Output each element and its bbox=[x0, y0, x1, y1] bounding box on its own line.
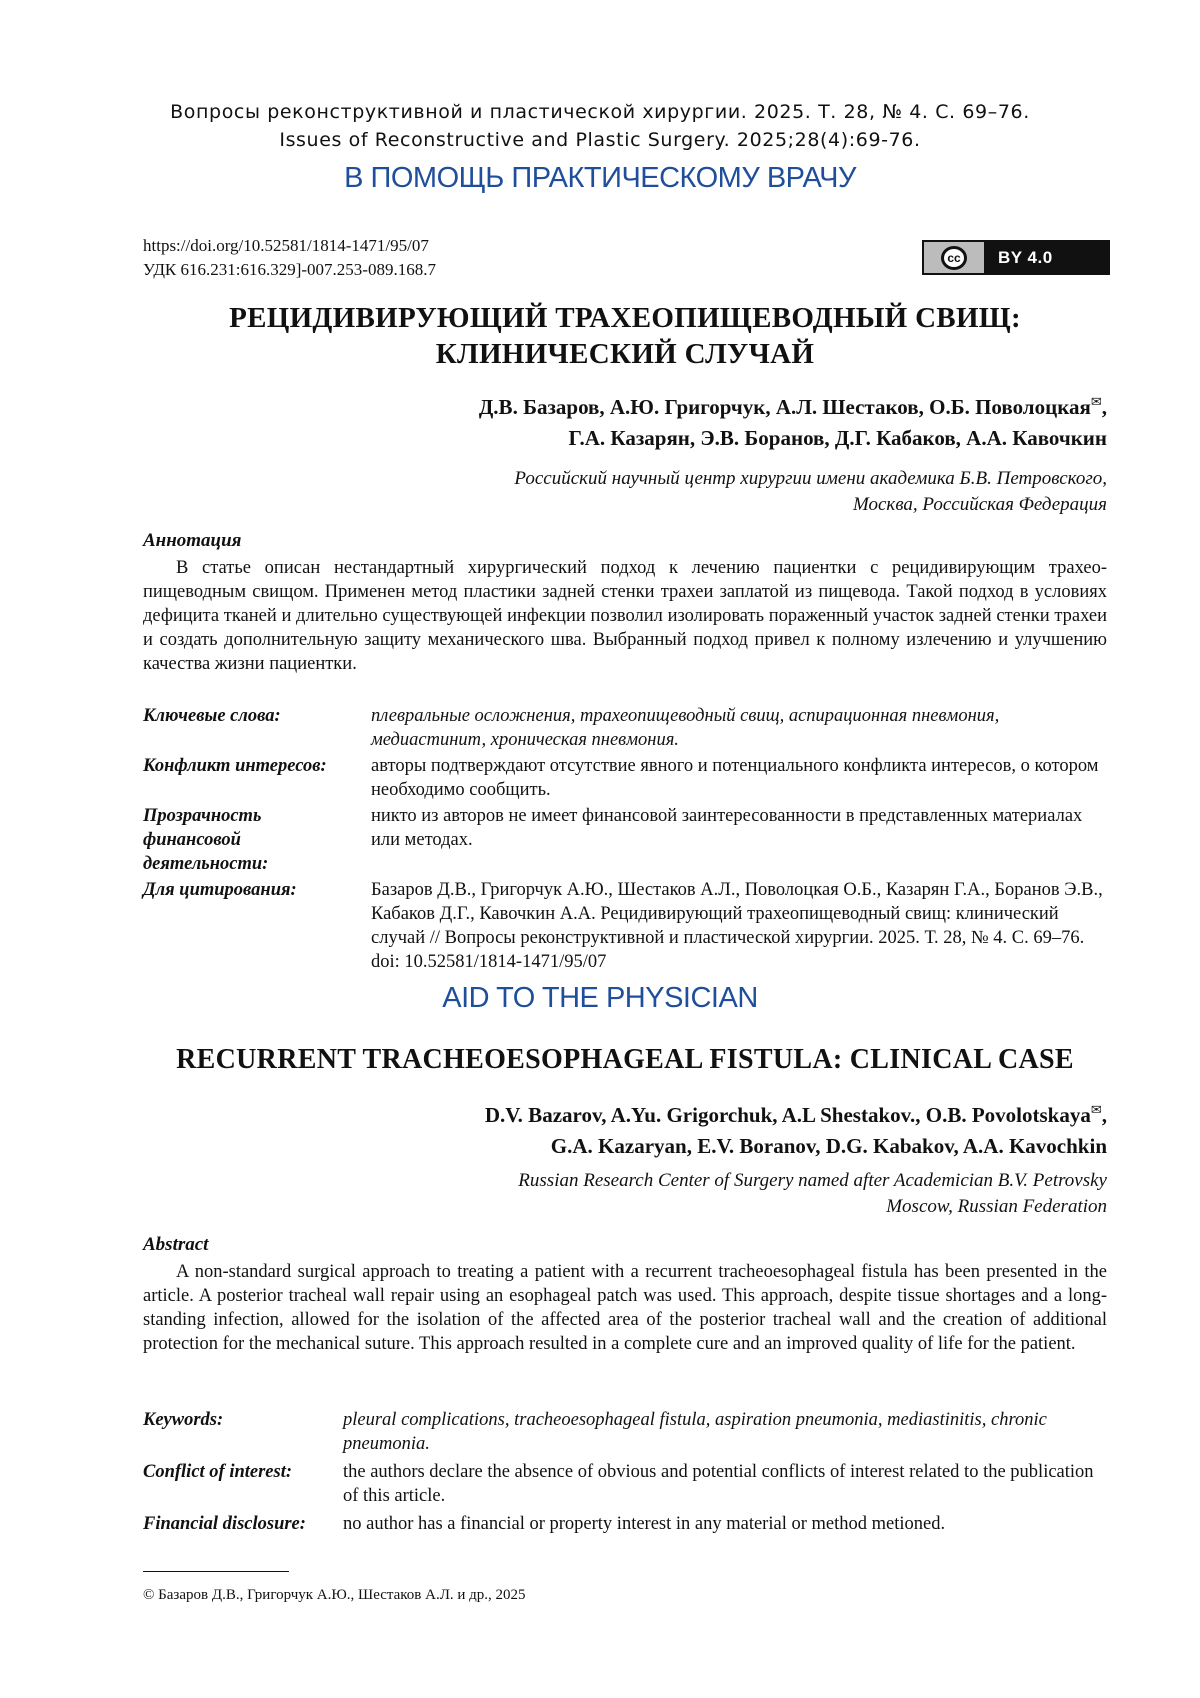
creative-commons-icon: cc bbox=[941, 246, 967, 270]
conflict-row-en: Conflict of interest: the authors declare the absence of obvious and potential conflicts of interest related to the publication of this article. bbox=[143, 1462, 1094, 1506]
copyright-footnote: © Базаров Д.В., Григорчук А.Ю., Шестаков А.Л. и др., 2025 bbox=[143, 1587, 526, 1603]
udk-code: УДК 616.231:616.329]-007.253-089.168.7 bbox=[143, 260, 436, 279]
metadata-ru bbox=[143, 704, 1107, 976]
abstract-ru: В статье описан нестандартный хирургический подход к лечению пациентки с рецидивирующим трахео-пищеводным свищом. Применен метод пластики задней стенки трахеи заплатой из пищевода. Такой подход в условиях дефицита тканей и длительно существующей инфекции позволил изолировать пораженный участок задней стенки трахеи и создать дополнительную защиту механического шва. Выбранный подход привел к полному излечению и улучшению качества жизни пациентки. bbox=[143, 558, 1107, 674]
affiliation-ru: Российский научный центр хирургии имени академика Б.В. Петровского, Москва, Российская Федерация bbox=[514, 468, 1107, 515]
authors-en: D.V. Bazarov, A.Yu. Grigorchuk, A.L Shestakov., O.B. Povolotskaya✉, G.A. Kazaryan, E.V. Boranov, D.G. Kabakov, A.A. Kavochkin bbox=[484, 1102, 1107, 1158]
citation-row-ru: Для цитирования: Базаров Д.В., Григорчук А.Ю., Шестаков А.Л., Поволоцкая О.Б., Казарян Г.А., Боранов Э.В., Кабаков Д.Г., Кавочкин А.А. Рецидивирующий трахеопищеводный свищ: клинический случай // Вопросы реконструктивной и пластической хирургии. 2025. Т. 28, № 4. С. 69–76. doi: 10.52581/1814-1471/95/07 bbox=[143, 880, 1103, 972]
envelope-icon[interactable]: ✉ bbox=[1090, 1102, 1102, 1117]
keywords-row-en: Keywords: pleural complications, tracheoesophageal fistula, aspiration pneumonia, mediastinitis, chronic pneumonia. bbox=[143, 1410, 1047, 1454]
abstract-heading-en: Abstract bbox=[143, 1234, 209, 1255]
keywords-row-ru: Ключевые слова: плевральные осложнения, трахеопищеводный свищ, аспирационная пневмония, медиастинит, хроническая пневмония. bbox=[143, 706, 1000, 750]
abstract-heading-ru: Аннотация bbox=[143, 530, 242, 551]
article-meta bbox=[143, 234, 436, 282]
section-title-ru: В ПОМОЩЬ ПРАКТИЧЕСКОМУ ВРАЧУ bbox=[344, 162, 856, 194]
envelope-icon[interactable]: ✉ bbox=[1090, 394, 1102, 409]
section-title-en: AID TO THE PHYSICIAN bbox=[442, 982, 758, 1014]
finance-row-en: Financial disclosure: no author has a financial or property interest in any material or method metioned. bbox=[143, 1514, 946, 1534]
journal-header bbox=[0, 98, 1200, 154]
affiliation-en: Russian Research Center of Surgery named after Academician B.V. Petrovsky Moscow, Russian Federation bbox=[518, 1170, 1107, 1217]
license-label: BY 4.0 bbox=[998, 247, 1053, 267]
authors-ru: Д.В. Базаров, А.Ю. Григорчук, А.Л. Шестаков, О.Б. Поволоцкая✉, Г.А. Казарян, Э.В. Боранов, Д.Г. Кабаков, А.А. Кавочкин bbox=[478, 394, 1107, 450]
doi-link[interactable]: https://doi.org/10.52581/1814-1471/95/07 bbox=[143, 236, 429, 255]
finance-row-ru: Прозрачность финансовой деятельности: никто из авторов не имеет финансовой заинтересованности в представленных материалах или методах. bbox=[143, 806, 1083, 874]
article-title-ru: РЕЦИДИВИРУЮЩИЙ ТРАХЕОПИЩЕВОДНЫЙ СВИЩ: КЛИНИЧЕСКИЙ СЛУЧАЙ bbox=[229, 302, 1021, 370]
article-title-en: RECURRENT TRACHEOESOPHAGEAL FISTULA: CLINICAL CASE bbox=[176, 1044, 1074, 1075]
journal-header-en: Issues of Reconstructive and Plastic Surgery. 2025;28(4):69-76. bbox=[279, 129, 921, 151]
conflict-row-ru: Конфликт интересов: авторы подтверждают отсутствие явного и потенциального конфликта интересов, о котором необходимо сообщить. bbox=[143, 756, 1099, 800]
license-badge[interactable] bbox=[922, 240, 1110, 275]
abstract-en: A non-standard surgical approach to treating a patient with a recurrent tracheoesophageal fistula has been presented in the article. A posterior tracheal wall repair using an esophageal patch was used. This approach, despite tissue shortages and a long-standing infection, allowed for the isolation of the affected area of the posterior tracheal wall and the creation of additional protection for the mechanical suture. This approach resulted in a complete cure and an improved quality of life for the patient. bbox=[143, 1262, 1107, 1354]
metadata-en bbox=[143, 1408, 1107, 1538]
footnote-rule bbox=[143, 1571, 289, 1572]
journal-header-ru: Вопросы реконструктивной и пластической хирургии. 2025. Т. 28, № 4. С. 69–76. bbox=[170, 101, 1030, 123]
